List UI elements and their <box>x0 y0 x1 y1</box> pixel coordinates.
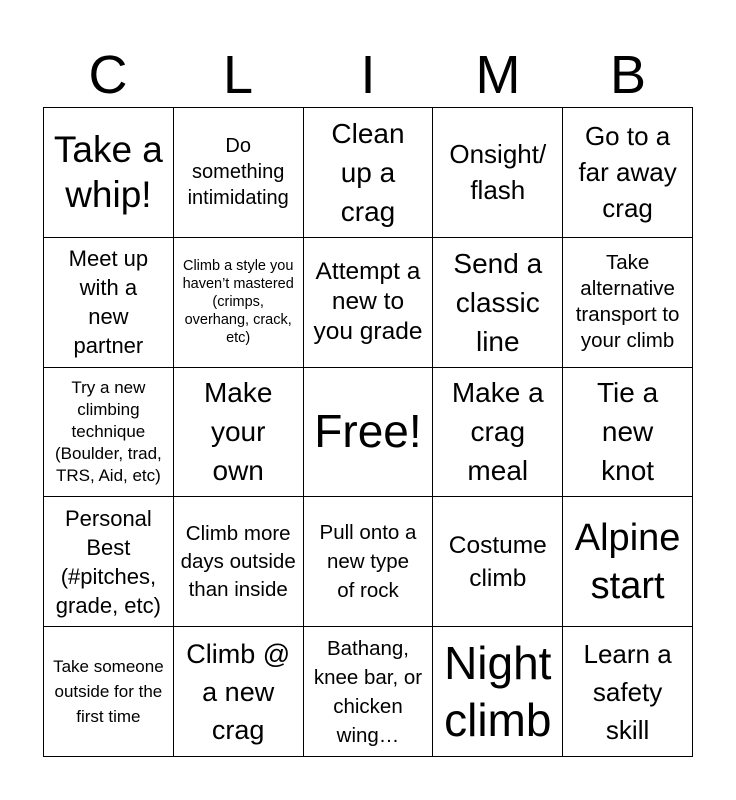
bingo-cell-crag-meal[interactable] <box>433 368 563 498</box>
bingo-cell-alpine-start[interactable] <box>563 497 693 627</box>
bingo-cell-personal-best[interactable] <box>44 497 174 627</box>
cell-text: Do something intimidating <box>187 135 289 210</box>
cell-text: Climb @ a new crag <box>186 638 291 745</box>
cell-text: Costume climb <box>448 531 547 592</box>
bingo-cell-more-days-outside[interactable] <box>174 497 304 627</box>
cell-text: Make a crag meal <box>451 377 544 487</box>
bingo-cell-tie-new-knot[interactable] <box>563 368 693 498</box>
bingo-cell-take-a-whip[interactable] <box>44 108 174 238</box>
bingo-cell-alternative-transport[interactable] <box>563 238 693 368</box>
cell-text: Climb a style you haven’t mastered (crimps, overhang, crack, etc) <box>182 258 294 347</box>
cell-text: Bathang, knee bar, or chicken wing… <box>313 636 423 747</box>
cell-text: Take alternative transport to your climb <box>575 251 680 353</box>
cell-text: Take a whip! <box>53 129 163 216</box>
cell-text: Free! <box>314 405 422 458</box>
bingo-cell-new-crag[interactable] <box>174 627 304 757</box>
cell-text: Meet up with a new partner <box>68 246 149 359</box>
cell-text: Tie a new knot <box>596 377 659 487</box>
cell-text: Climb more days outside than inside <box>180 521 296 601</box>
bingo-cell-bathang-knee-bar[interactable] <box>304 627 434 757</box>
bingo-cell-new-grade[interactable] <box>304 238 434 368</box>
cell-text: Onsight/ flash <box>449 139 547 206</box>
cell-text: Pull onto a new type of rock <box>319 521 417 603</box>
bingo-cell-climb-new-style[interactable] <box>174 238 304 368</box>
cell-text: Alpine start <box>574 516 681 607</box>
cell-text: Take someone outside for the first time <box>53 657 164 727</box>
cell-text: Night climb <box>444 636 552 746</box>
cell-text: Attempt a new to you grade <box>313 258 423 346</box>
header-letter-i: I <box>360 45 376 105</box>
bingo-cell-make-your-own[interactable] <box>174 368 304 498</box>
bingo-cell-free-space[interactable] <box>304 368 434 498</box>
cell-text: Send a classic line <box>453 247 543 357</box>
bingo-cell-safety-skill[interactable] <box>563 627 693 757</box>
bingo-cell-send-classic-line[interactable] <box>433 238 563 368</box>
bingo-cell-take-someone-outside[interactable] <box>44 627 174 757</box>
bingo-cell-costume-climb[interactable] <box>433 497 563 627</box>
bingo-cell-clean-up-a-crag[interactable] <box>304 108 434 238</box>
cell-text: Make your own <box>203 377 273 487</box>
bingo-header <box>43 44 693 106</box>
header-letter-b: B <box>609 45 647 105</box>
bingo-cell-meet-new-partner[interactable] <box>44 238 174 368</box>
bingo-cell-onsight-flash[interactable] <box>433 108 563 238</box>
cell-text: Clean up a crag <box>331 117 405 227</box>
bingo-cell-night-climb[interactable] <box>433 627 563 757</box>
cell-text: Go to a far away crag <box>578 121 677 224</box>
bingo-cell-far-away-crag[interactable] <box>563 108 693 238</box>
header-letter-l: L <box>222 45 254 105</box>
cell-text: Try a new climbing technique (Boulder, trad, TRS, Aid, etc) <box>55 377 162 485</box>
header-letter-c: C <box>88 45 128 105</box>
bingo-cell-new-technique[interactable] <box>44 368 174 498</box>
bingo-board <box>43 107 693 757</box>
cell-text: Personal Best (#pitches, grade, etc) <box>55 505 161 618</box>
cell-text: Learn a safety skill <box>583 638 672 745</box>
header-letter-m: M <box>475 45 521 105</box>
bingo-cell-do-something-intimidating[interactable] <box>174 108 304 238</box>
bingo-cell-new-rock-type[interactable] <box>304 497 434 627</box>
